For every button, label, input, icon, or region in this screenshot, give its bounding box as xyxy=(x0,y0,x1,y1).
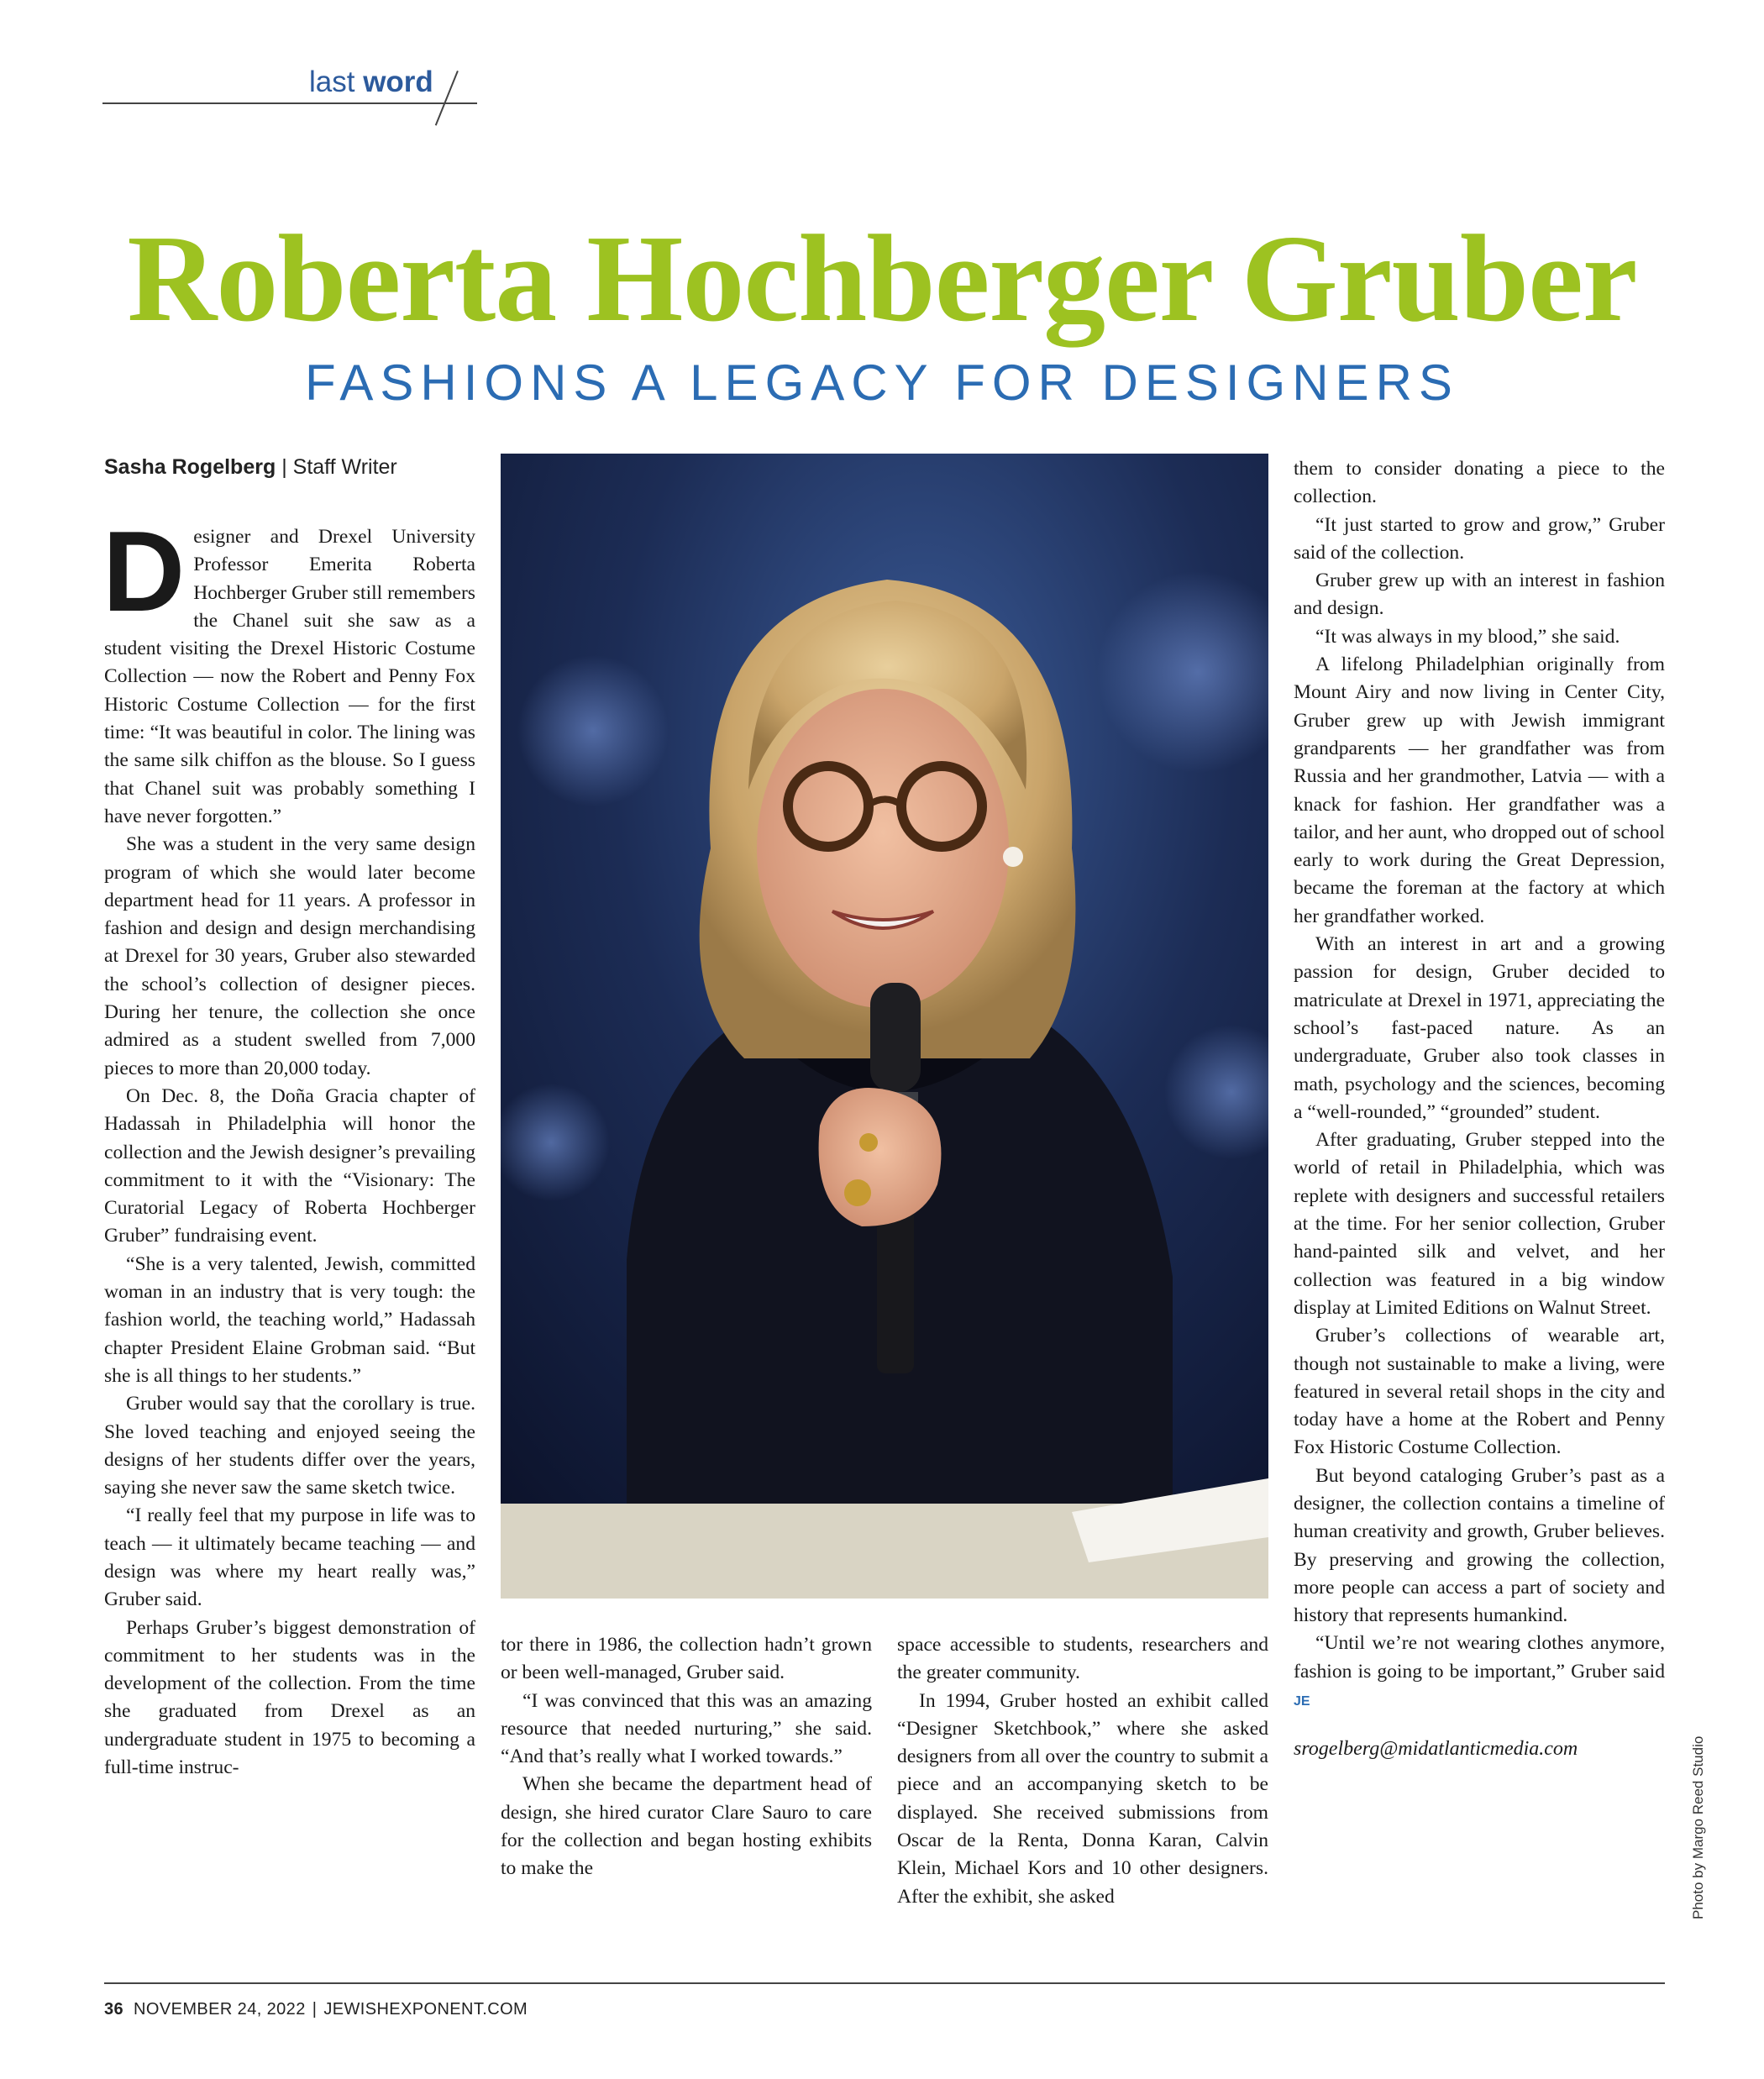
section-label-light: last xyxy=(309,66,355,98)
article-paragraph: Gruber would say that the corollary is true. She loved teaching and enjoyed seeing the designs of her students differ over the years, saying she never saw the same sketch twice. xyxy=(104,1393,475,1499)
article-column-4 xyxy=(1294,455,1665,1764)
article-paragraph: In 1994, Gruber hosted an exhibit called “Designer Sketchbook,” where she asked designers from all over the country to submit a piece and an accompanying sketch to be displayed. She received submissions from Oscar de la Renta, Donna Karan, Calvin Klein, Michael Kors and 10 other designers. After the exhibit, she asked xyxy=(897,1689,1268,1908)
site-name: JEWISHEXPONENT.COM xyxy=(323,2000,528,2019)
article-paragraph: tor there in 1986, the collection hadn’t grown or been well-managed, Gruber said. xyxy=(501,1634,872,1684)
byline-name: Sasha Rogelberg xyxy=(104,455,276,479)
portrait-illustration xyxy=(501,454,1268,1599)
article-paragraph: After graduating, Gruber stepped into the world of retail in Philadelphia, which was replete with designers and successful retailers at the time. For her senior collection, Gruber hand-painted silk and velvet, and her collection was featured in a big window display at Limited Editions on Walnut Street. xyxy=(1294,1129,1665,1319)
article-paragraph: She was a student in the very same design program of which she would later become department head for 11 years. A professor in fashion and design and design merchandising at Drexel for 30 years, Gruber also stewarded the school’s collection of designer pieces. During her tenure, the collection she once admired as a student swelled from 7,000 pieces to more than 20,000 today. xyxy=(104,833,475,1079)
article-paragraph: A lifelong Philadelphian originally from Mount Airy and now living in Center City, Gruber grew up with Jewish immigrant grandparents — her grandfather was from Russia and her grandmother, Latvia — with a knack for fashion. Her grandfather was a tailor, and her aunt, who dropped out of school early to work during the Great Depression, became the foreman at the factory at which her grandfather worked. xyxy=(1294,654,1665,927)
article-closing-paragraph xyxy=(1294,1630,1665,1715)
byline-role: Staff Writer xyxy=(292,455,397,479)
section-label-bold: word xyxy=(363,66,433,98)
article-paragraph: them to consider donating a piece to the collection. xyxy=(1294,458,1665,508)
footer-rule xyxy=(104,1982,1665,1984)
section-rule xyxy=(102,102,477,104)
article-paragraph: space accessible to students, researchers and the greater community. xyxy=(897,1634,1268,1684)
article-paragraph: esigner and Drexel University Professor Emerita Roberta Hochberger Gruber still remembers the Chanel suit she saw as a student visiting the Drexel Historic Costume Collection — now the Robert and Penny Fox Historic Costume Collection — for the first time: “It was beautiful in color. The lining was the same silk chiffon as the blouse. So I guess that Chanel suit was probably something I have never forgotten.” xyxy=(104,526,475,827)
article-paragraph: But beyond cataloging Gruber’s past as a designer, the collection contains a timeline of human creativity and growth, Gruber believes. By preserving and growing the collection, more people can access a part of society and history that represents humankind. xyxy=(1294,1464,1665,1627)
section-slash xyxy=(435,71,459,126)
photo-credit: Photo by Margo Reed Studio xyxy=(1690,1735,1706,1919)
author-email[interactable]: srogelberg@midatlanticmedia.com xyxy=(1294,1738,1578,1761)
article-column-1 xyxy=(102,507,475,1782)
article-paragraph: With an interest in art and a growing passion for design, Gruber decided to matriculate at Drexel in 1971, appreciating the school’s fast-paced nature. As an undergraduate, Gruber also took classes in math, psychology and the sciences, becoming a “well-rounded,” “grounded” student. xyxy=(1294,933,1665,1123)
byline-sep: | xyxy=(281,455,287,479)
article-paragraph: “She is a very talented, Jewish, committed woman in an industry that is very tough: the fashion world, the teaching world,” Hadassah chapter President Elaine Grobman said. “But she is all things to her students.” xyxy=(104,1252,475,1387)
article-paragraph: “I was convinced that this was an amazing resource that needed nurturing,” she said. “And that’s really what I worked towards.” xyxy=(501,1689,872,1768)
article-paragraph: “I really feel that my purpose in life was to teach — it ultimately became teaching — and design was where my heart really was,” Gruber said. xyxy=(104,1504,475,1611)
article-paragraph: Gruber’s collections of wearable art, though not sustainable to make a living, were featured in several retail shops in the city and today have a home at the Robert and Penny Fox Historic Costume Collection. xyxy=(1294,1325,1665,1459)
section-label xyxy=(309,66,433,99)
byline xyxy=(104,455,397,480)
article-paragraph: “It just started to grow and grow,” Gruber said of the collection. xyxy=(1294,513,1665,564)
article-paragraph: “It was always in my blood,” she said. xyxy=(1315,625,1620,648)
footer-separator: | xyxy=(312,2000,318,2019)
article-paragraph: Gruber grew up with an interest in fashion and design. xyxy=(1294,570,1665,620)
page-number: 36 xyxy=(104,2000,124,2019)
subhead: FASHIONS A LEGACY FOR DESIGNERS xyxy=(305,354,1459,411)
headline: Roberta Hochberger Gruber xyxy=(127,210,1637,348)
page-footer xyxy=(104,2000,528,2019)
portrait-photo xyxy=(501,454,1268,1599)
signoff-mark: JE xyxy=(1294,1694,1310,1709)
article-column-3 xyxy=(897,1631,1268,1911)
article-paragraph: On Dec. 8, the Doña Gracia chapter of Hadassah in Philadelphia will honor the collection and the Jewish designer’s prevailing commitment to it with the “Visionary: The Curatorial Legacy of Roberta Hochberger Gruber” fundraising event. xyxy=(104,1084,475,1247)
issue-date: NOVEMBER 24, 2022 xyxy=(134,2000,306,2019)
article-paragraph: When she became the department head of design, she hired curator Clare Sauro to care for the collection and began hosting exhibits to make the xyxy=(501,1773,872,1880)
article-closing-text: “Until we’re not wearing clothes anymore, fashion is going to be important,” Gruber said xyxy=(1294,1632,1665,1683)
article-column-2 xyxy=(501,1631,872,1883)
article-lead-paragraph xyxy=(102,507,475,831)
article-paragraph: Perhaps Gruber’s biggest demonstration of commitment to her students was in the development of the collection. From the time she graduated from Drexel as an undergraduate student in 1975 to becoming a full-time instruc- xyxy=(104,1616,475,1779)
drop-cap: D xyxy=(102,507,186,635)
